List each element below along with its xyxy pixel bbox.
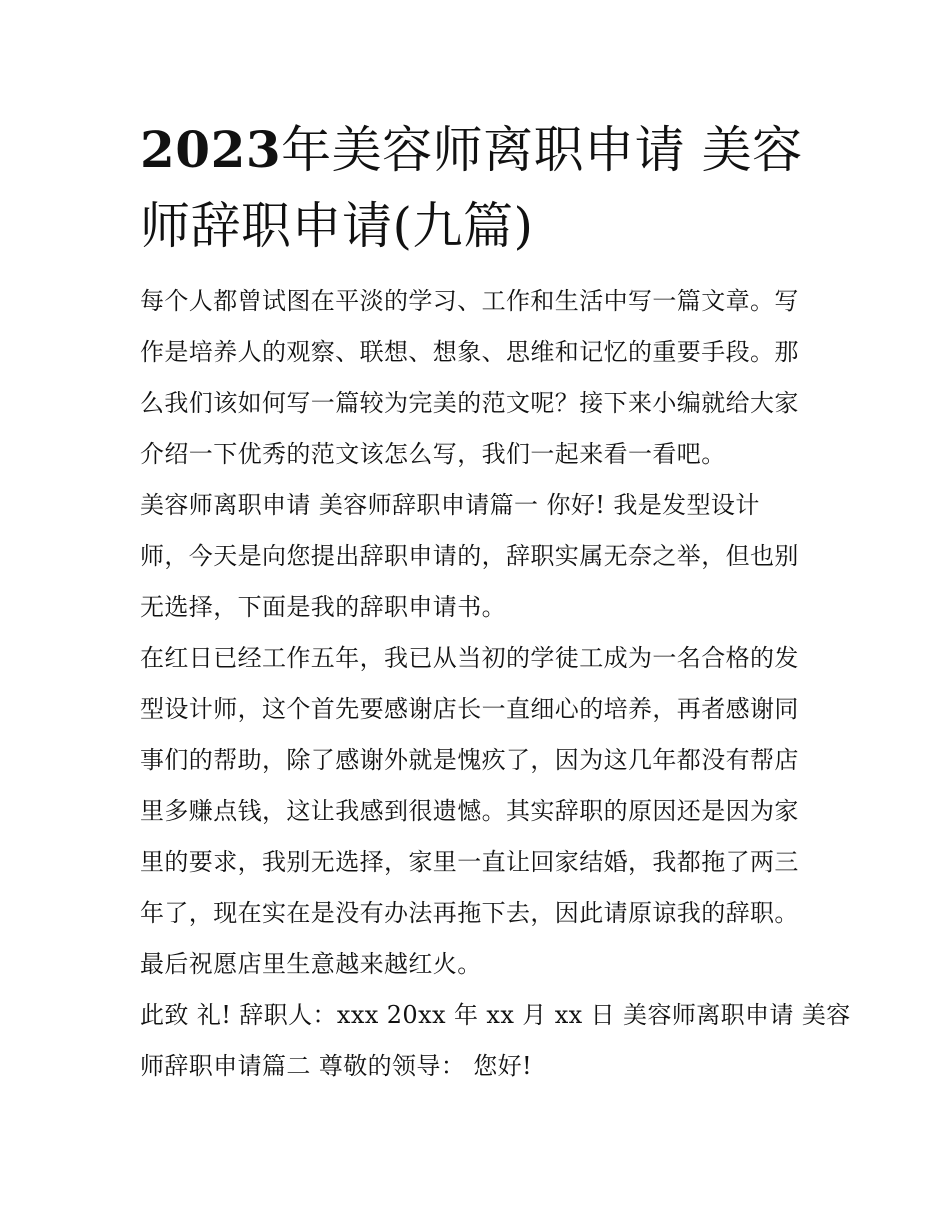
text-line: 事们的帮助，除了感谢外就是愧疚了，因为这几年都没有帮店 <box>140 746 799 774</box>
text-line: 每个人都曾试图在平淡的学习、工作和生活中写一篇文章。写 <box>140 287 799 315</box>
text-line: 么我们该如何写一篇较为完美的范文呢？接下来小编就给大家 <box>140 389 799 417</box>
text-line: 无选择，下面是我的辞职申请书。 <box>140 593 506 621</box>
text-line: 里多赚点钱，这让我感到很遗憾。其实辞职的原因还是因为家 <box>140 797 799 825</box>
title-line-2: 师辞职申请(九篇) <box>140 197 534 255</box>
text-line: 里的要求，我别无选择，家里一直让回家结婚，我都拖了两三 <box>140 848 799 876</box>
paragraph-letter-opening <box>140 480 820 633</box>
text-line: 美容师离职申请 美容师辞职申请篇一 你好! 我是发型设计 <box>140 491 760 519</box>
text-line: 在红日已经工作五年，我已从当初的学徒工成为一名合格的发 <box>140 644 799 672</box>
text-line: 师，今天是向您提出辞职申请的，辞职实属无奈之举，但也别 <box>140 542 799 570</box>
paragraph-closing <box>140 990 851 1092</box>
text-line: 介绍一下优秀的范文该怎么写，我们一起来看一看吧。 <box>140 440 726 468</box>
paragraph-letter-body <box>140 633 820 990</box>
document-title <box>140 112 840 264</box>
text-line: 此致 礼! 辞职人：xxx 20xx 年 xx 月 xx 日 美容师离职申请 美容 <box>140 1001 851 1029</box>
title-year: 2023 <box>140 120 282 179</box>
text-line: 型设计师，这个首先要感谢店长一直细心的培养，再者感谢同 <box>140 695 799 723</box>
paragraph-intro <box>140 276 820 480</box>
text-line: 最后祝愿店里生意越来越红火。 <box>140 950 482 978</box>
document-body <box>140 276 851 1092</box>
title-line-1-text: 年美容师离职申请 美容 <box>281 121 803 179</box>
text-line: 作是培养人的观察、联想、想象、思维和记忆的重要手段。那 <box>140 338 799 366</box>
text-line: 年了，现在实在是没有办法再拖下去，因此请原谅我的辞职。 <box>140 899 799 927</box>
title-line-1 <box>140 112 840 188</box>
text-line: 师辞职申请篇二 尊敬的领导： 您好! <box>140 1052 533 1080</box>
